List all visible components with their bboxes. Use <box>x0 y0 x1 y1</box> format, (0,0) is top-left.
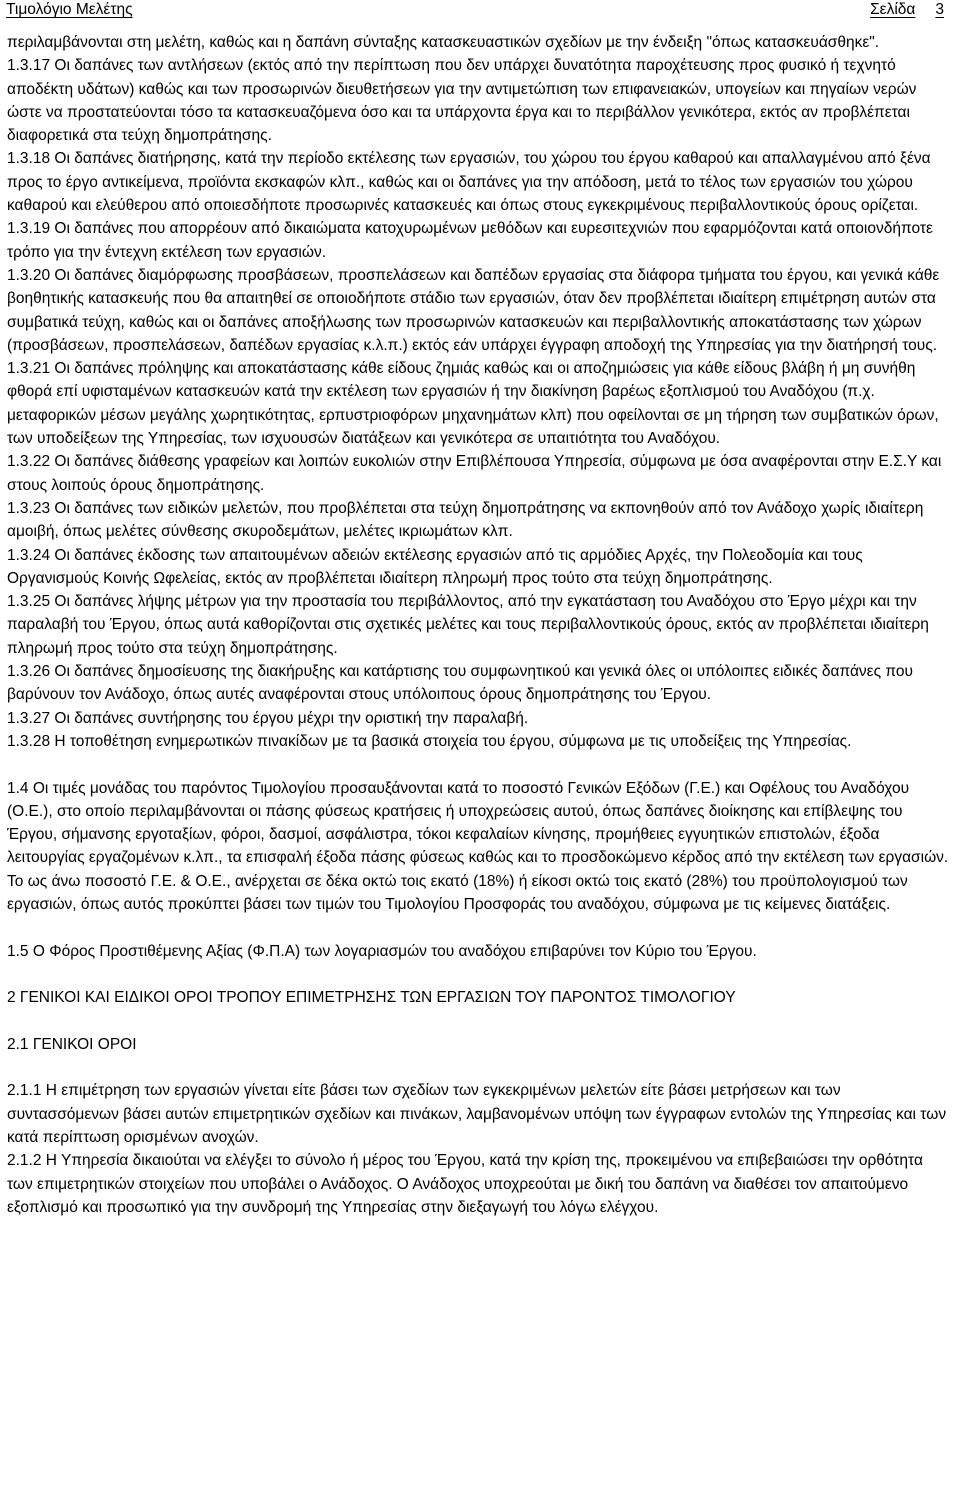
document-title: Τιμολόγιο Μελέτης <box>6 1 133 18</box>
paragraph-1-3-28: 1.3.28 Η τοποθέτηση ενημερωτικών πινακίδων με τα βασικά στοιχεία του έργου, σύμφωνα με τις υποδείξεις της Υπηρεσίας. <box>7 732 852 750</box>
paragraph-1-3-24: 1.3.24 Οι δαπάνες έκδοσης των απαιτουμένων αδειών εκτέλεσης εργασιών από τις αρμόδιες Αρχές, την Πολεοδομία και τους Οργανισμούς Κοινής Ωφελείας, εκτός αν προβλέπεται ιδιαίτερη πληρωμή προς τούτο στα τεύχη δημοπράτησης. <box>7 546 863 587</box>
document-body <box>7 31 952 1219</box>
paragraph-1-3-18: 1.3.18 Οι δαπάνες διατήρησης, κατά την περίοδο εκτέλεσης των εργασιών, του χώρου του έργου καθαρού και απαλλαγμένου από ξένα προς το έργο αντικείμενα, προϊόντα εκσκαφών κλπ., καθώς και οι δαπάνες για την απόδοση, μετά το τέλος των εργασιών του χώρου καθαρού και ελεύθερου από οποιεσδήποτε προσωρινές κατασκευές και όπως στους εγκεκριμένους περιβαλλοντικούς όρους ορίζεται. <box>7 150 931 215</box>
paragraph-1-4-rate: Το ως άνω ποσοστό Γ.Ε. & Ο.Ε., ανέρχεται σε δέκα οκτώ τοις εκατό (18%) ή είκοσι οκτώ τοις εκατό (28%) του προϋπολογισμού των εργασιών, όπως αυτός προκύπτει βάσει των τιμών του Τιμολογίου Προσφοράς του αναδόχου, σύμφωνα με τις κείμενες διατάξεις. <box>7 872 908 913</box>
paragraph-1-5: 1.5 Ο Φόρος Προστιθέμενης Αξίας (Φ.Π.Α) των λογαριασμών του αναδόχου επιβαρύνει τον Κύριο του Έργου. <box>7 942 757 960</box>
page-label: Σελίδα <box>870 1 916 18</box>
paragraph-2-1-1: 2.1.1 Η επιμέτρηση των εργασιών γίνεται είτε βάσει των σχεδίων των εγκεκριμένων μελετών είτε βάσει μετρήσεων και των συντασσόμενων βάσει αυτών επιμετρητικών σχεδίων και πινάκων, λαμβανομένων υπόψη των έγγραφων εντολών της Υπηρεσίας και των κατά περίπτωση ορισμένων ανοχών. <box>7 1082 947 1146</box>
paragraph-1-3-22: 1.3.22 Οι δαπάνες διάθεσης γραφείων και λοιπών ευκολιών στην Επιβλέπουσα Υπηρεσία, σύμφωνα με όσα αναφέρονται στην Ε.Σ.Υ και στους λοιπούς όρους δημοπράτησης. <box>7 453 942 494</box>
paragraph-1-3-20: 1.3.20 Οι δαπάνες διαμόρφωσης προσβάσεων, προσπελάσεων και δαπέδων εργασίας στα διάφορα τμήματα του έργου, και γενικά κάθε βοηθητικής κατασκευής που θα απαιτηθεί σε οποιοδήποτε στάδιο των εργασιών, όταν δεν προβλέπεται ιδιαίτερη επιμέτρηση αυτών στα συμβατικά τεύχη, καθώς και οι δαπάνες αποξήλωσης των προσωρινών κατασκευών και περιβαλλοντικής αποκατάστασης των χώρων (προσβάσεων, προσπελάσεων, δαπέδων εργασίας κ.λ.π.) εκτός εάν υπάρχει έγγραφη αποδοχή της Υπηρεσίας για την διατήρησή τους. <box>7 266 940 354</box>
paragraph-1-4: 1.4 Οι τιμές μονάδας του παρόντος Τιμολογίου προσαυξάνονται κατά το ποσοστό Γενικών Εξόδων (Γ.Ε.) και Οφέλους του Αναδόχου (Ο.Ε.), στο οποίο περιλαμβάνονται οι πάσης φύσεως κρατήσεις ή υποχρεώσεις αυτού, όπως δαπάνες διοίκησης και επίβλεψης του Έργου, σήμανσης εργοταξίων, φόροι, δασμοί, ασφάλιστρα, τόκοι κεφαλαίων κίνησης, προμήθειες εγγυητικών επιστολών, έξοδα λειτουργίας εργαζομένων κ.λπ., τα επισφαλή έξοδα πάσης φύσεως καθώς και το προσδοκώμενο κέρδος από την εκτέλεση των εργασιών. <box>7 779 949 867</box>
page-indicator <box>870 1 944 19</box>
section-2-heading: 2 ΓΕΝΙΚΟΙ ΚΑΙ ΕΙΔΙΚΟΙ ΟΡΟΙ ΤΡΟΠΟΥ ΕΠΙΜΕΤΡΗΣΗΣ ΤΩΝ ΕΡΓΑΣΙΩΝ ΤΟΥ ΠΑΡΟΝΤΟΣ ΤΙΜΟΛΟΓΙΟΥ <box>7 989 736 1007</box>
paragraph-2-1-2: 2.1.2 Η Υπηρεσία δικαιούται να ελέγξει το σύνολο ή μέρος του Έργου, κατά την κρίση της, προκειμένου να επιβεβαιώσει την ορθότητα των επιμετρητικών στοιχείων που υποβάλει ο Ανάδοχος. Ο Ανάδοχος υποχρεούται με δική του δαπάνη να διαθέσει τον απαιτούμενο εξοπλισμό και προσωπικό για την συνδρομή της Υπηρεσίας στην διεξαγωγή του λόγω ελέγχου. <box>7 1152 923 1216</box>
paragraph-1-3-27: 1.3.27 Οι δαπάνες συντήρησης του έργου μέχρι την οριστική την παραλαβή. <box>7 709 529 727</box>
paragraph-continuation: περιλαμβάνονται στη μελέτη, καθώς και η δαπάνη σύνταξης κατασκευαστικών σχεδίων με την ένδειξη "όπως κατασκευάσθηκε". <box>7 34 880 51</box>
paragraph-1-3-17: 1.3.17 Οι δαπάνες των αντλήσεων (εκτός από την περίπτωση που δεν υπάρχει δυνατότητα παροχέτευσης προς φυσικό ή τεχνητό αποδέκτη υδάτων) καθώς και των προσωρινών διευθετήσεων για την αντιμετώπιση των επιφανειακών, υπογείων και πηγαίων νερών ώστε να προστατεύονται τόσο τα κατασκευαζόμενα όσο και τα υπάρχοντα έργα και το περιβάλλον γενικότερα, εκτός αν προβλέπεται διαφορετικά στα τεύχη δημοπράτησης. <box>7 57 917 145</box>
section-2-1-heading: 2.1 ΓΕΝΙΚΟΙ ΟΡΟΙ <box>7 1035 137 1053</box>
paragraph-1-3-23: 1.3.23 Οι δαπάνες των ειδικών μελετών, που προβλέπεται στα τεύχη δημοπράτησης να εκπονηθούν από τον Ανάδοχο χωρίς ιδιαίτερη αμοιβή, όπως μελέτες σύνθεσης σκυροδεμάτων, μελέτες ικριωμάτων κλπ. <box>7 499 924 541</box>
paragraph-1-3-19: 1.3.19 Οι δαπάνες που απορρέουν από δικαιώματα κατοχυρωμένων μεθόδων και ευρεσιτεχνιών που εφαρμόζονται κατά οποιονδήποτε τρόπο για την έντεχνη εκτέλεση των εργασιών. <box>7 220 933 261</box>
paragraph-1-3-25: 1.3.25 Οι δαπάνες λήψης μέτρων για την προστασία του περιβάλλοντος, από την εγκατάσταση του Αναδόχου στο Έργο μέχρι και την παραλαβή του Έργου, όπως αυτά καθορίζονται στις σχετικές μελέτες και τους περιβαλλοντικούς όρους, εκτός αν προβλέπεται ιδιαίτερη πληρωμή προς τούτο στα τεύχη δημοπράτησης. <box>7 593 929 657</box>
page-number: 3 <box>935 1 944 18</box>
paragraph-1-3-26: 1.3.26 Οι δαπάνες δημοσίευσης της διακήρυξης και κατάρτισης του συμφωνητικού και γενικά όλες οι υπόλοιπες ειδικές δαπάνες που βαρύνουν τον Ανάδοχο, όπως αυτές αναφέρονται στους υπόλοιπους όρους δημοπράτησης του Έργου. <box>7 663 913 704</box>
page-header <box>0 0 960 22</box>
paragraph-1-3-21: 1.3.21 Οι δαπάνες πρόληψης και αποκατάστασης κάθε είδους ζημιάς καθώς και οι αποζημιώσεις για κάθε είδους βλάβη ή μη συνήθη φθορά επί υφισταμένων κατασκευών κατά την εκτέλεση των εργασιών ή την διακίνηση βαρέως εξοπλισμού του Αναδόχου (π.χ. μεταφορικών μέσων μεγάλης χωρητικότητας, ερπυστριοφόρων μηχανημάτων κλπ) που οφείλονται σε μη τήρηση των συμβατικών όρων, των υποδείξεων της Υπηρεσίας, των ισχυουσών διατάξεων και γενικότερα σε υπαιτιότητα του Αναδόχου. <box>7 360 939 448</box>
